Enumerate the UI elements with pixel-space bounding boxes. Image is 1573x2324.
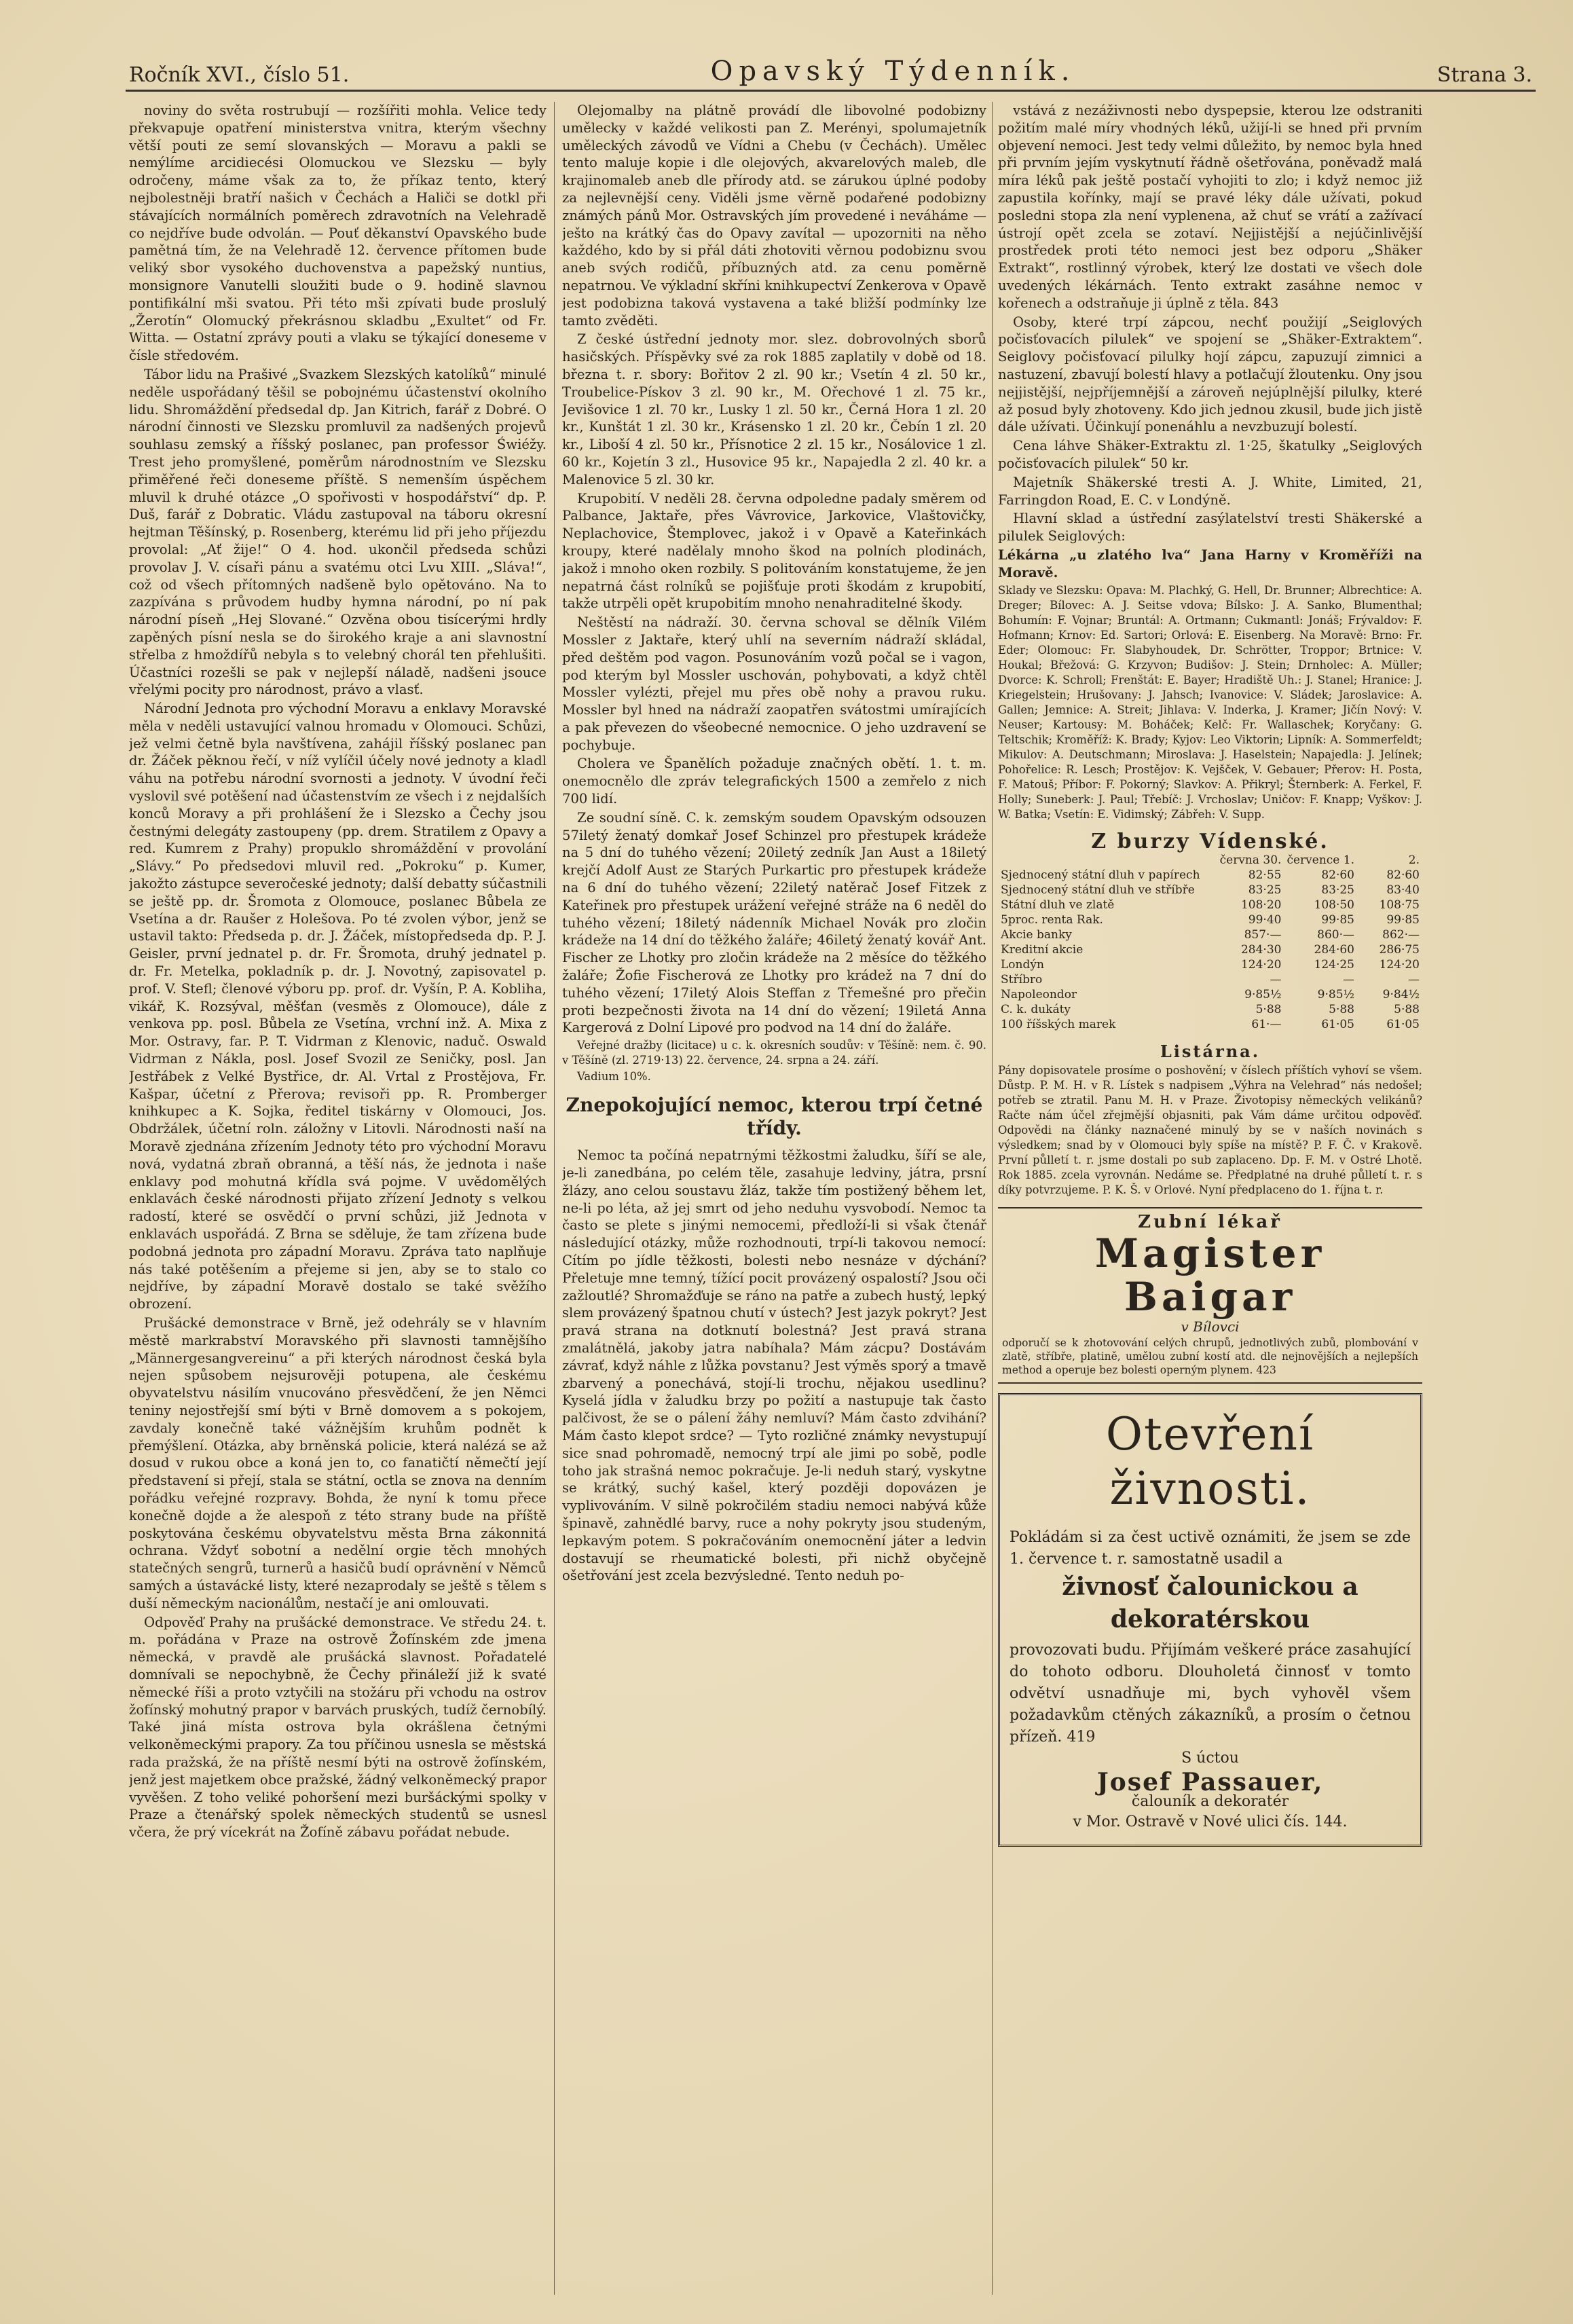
cell: 9·85½ xyxy=(1317,988,1354,1002)
row-label: 100 říšských marek xyxy=(1001,1018,1116,1032)
cell: 108·20 xyxy=(1240,898,1282,912)
cell: 108·50 xyxy=(1314,898,1354,912)
cell: — xyxy=(1270,973,1282,987)
cell: 860·— xyxy=(1317,928,1354,942)
row-label: Londýn xyxy=(1001,958,1044,972)
cell: 61·05 xyxy=(1386,1018,1420,1032)
header-rule xyxy=(126,90,1536,92)
column-1 xyxy=(129,102,547,2295)
auction-notice: Veřejné dražby (licitace) u c. k. okresních soudův: v Těšíně: nem. č. 90. v Těšíně (zl. 2719·13) 22. července, 24. srpna a 24. září. xyxy=(562,1039,986,1067)
ad-signature: Josef Passauer, xyxy=(1096,1767,1324,1796)
column-header: července 1. xyxy=(1287,853,1354,868)
cell: — xyxy=(1343,973,1354,987)
column-header: června 30. xyxy=(1219,853,1282,868)
auction-deposit: Vadium 10%. xyxy=(577,1070,651,1084)
cell: 108·75 xyxy=(1379,898,1420,912)
listarna-title: Listárna. xyxy=(1160,1041,1261,1062)
article: Cholera ve Španělích požaduje značných obětí. 1. t. m. onemocnělo dle zpráv telegrafických 1500 a zemřelo z nich 700 lidí. xyxy=(562,756,986,807)
article: Olejomalby na plátně provádí dle libovolné podobizny umělecky v každé velikosti pan Z. Merényi, spolumajetník uměleckých závodů ve Vídni a Chebu (v Čechách). Umělec tento maluje kopie i dle olejových, akvarelových maleb, dle krajinomaleb aneb dle přírody atd. se zárukou úplné podoby za nejlevnější ceny. Viděli jsme věrně podařené podobizny známých pánů Mor. Ostravských jím provedené i neváháme — ješto na krátký čas do Opavy zavítal — upozorniti na něho každého, kdo by si přál dáti zhotoviti věrnou podobiznu svou aneb svých rodičů, příbuzných atd. za cenu poměrně nepatrnou. Ve výkladní skříni knihkupectví Zenkerova v Opavě jest podobizna taková vystavena a také bližší podmínky lze tamto zvěděti. xyxy=(562,103,986,329)
table-row xyxy=(998,1002,1422,1017)
ad-trade: živnosť čalounickou a dekoratérskou xyxy=(1062,1572,1358,1634)
article: Neštěstí na nádraží. 30. června schoval se dělník Vilém Mossler z Jaktaře, který uhlí na severním nádraží skládal, před deštěm pod vagon. Posunováním vozů počal se i vagon, pod kterým byl Mossler uschován, pohybovati, a když chtěl Mossler vylézti, přejel mu přes obě nohy a pravou ruku. Mossler byl hned na nádraží zaopatřen svátostmi umírajících a pak převezen do všeobecné nemocnice. O jeho uzdravení se pochybuje. xyxy=(562,614,986,753)
table-header-row xyxy=(998,853,1422,868)
row-label: Státní dluh ve zlatě xyxy=(1001,898,1115,912)
page-header xyxy=(129,46,1532,87)
table-row xyxy=(998,883,1422,898)
article: Tábor lidu na Prašivé „Svazkem Slezských katolíků“ minulé neděle uspořádaný těšil se pobojnému účastenství okolního lidu. Shromáždění předsedal dp. Jan Kitrich, farář z Dobré. O národní činnosti ve Slezsku promluvil za nadšených projevů souhlasu zemský a říšský poslanec, pan professor Świéžy. Trest jeho promyšlené, poměrům národnostním ve Slezsku přiměřené řeči doneseme příště. S nemenším úspěchem mluvil k druhé otázce „O spořivosti v hospodářství“ dp. P. Duš, farář z Dobratic. Vládu zastupoval na táboru okresní hejtman Těšínský, p. Rosenberg, kterému lid při jeho příjezdu provolal: „Ať žije!“ O 4. hod. ukončil předseda schůzi provolav J. V. císaři pánu a svatému otci Lvu XIII. „Sláva!“, což od všech přítomných nadšeně bylo opětováno. Na to zazpívána s průvodem hudby hymna národní, po ní pak národní píseň „Hej Slované.“ Ozvěna obou tisícerými hrdly zapěných písní nesla se do širokého kraje a ani slavnostní střelba z hmoždířů nebyla s to velebný chorál ten přehlušiti. Účastníci rozešli se pak v nejlepší náladě, nadšeni jsouce vřelými pocity pro národnost, právo a vlasť. xyxy=(129,366,547,698)
article: Ze soudní síně. C. k. zemským soudem Opavským odsouzen 57iletý ženatý domkař Josef Schinzel pro přestupek krádeže na 5 dní do tuhého vězení; 20iletý zedník Jan Aust a 18iletý krejčí Adolf Aust ze Starých Purkartic pro přestupek krádeže na 6 dní do tuhého vězení; 22iletý natěrač Josef Fitzek z Kateřinek pro přestupek urážení veřejné stráže na 6 neděl do tuhého vězení; 18iletý nádenník Michael Novák pro zločin krádeže na 14 dní do těžkého žaláře; 46iletý ženatý kovář Ant. Fischer ze Lhotky pro zločin krádeže na 2 měsíce do těžkého žaláře; Žofie Fischerová ze Lhotky pro krádež na 7 dní do tuhého vězení; 17iletý Alois Steffan z Třemešné pro přečin proti bezpečnosti života na 14 dní do vězení; 19iletá Anna Kargerová z Dolní Lipové pro podvod na 14 dní do žaláře. xyxy=(562,809,986,1036)
ad-body: provozovati budu. Přijímám veškeré práce zasahující do tohoto odboru. Dlouholetá činnosť v tomto odvětví usnadňuje mi, bych vyhověl všem požadavkům ctěných zákazníků, a prosím o četnou přízeň. 419 xyxy=(1010,1641,1411,1746)
cell: 83·40 xyxy=(1386,883,1420,898)
cell: 83·25 xyxy=(1321,883,1354,898)
table-row xyxy=(998,898,1422,912)
table-row xyxy=(998,972,1422,987)
article: Odpověď Prahy na prušácké demonstrace. Ve středu 24. t. m. pořádána v Praze na ostrově Žofínském zde jmena německá, v pravdě ale prušácká slavnost. Pořadatelé domnívali se nepochybně, že Čechy přináleží již k svaté německé říši a proto vztyčili na stožáru při vchodu na ostrov žofínský mohutný prapor v barvách pruských, tudíž černobílý. Také jiná místa ostrova byla okrášlena četnými velkoněmeckými prapory. Za tou příčinou usnesla se městská rada pražská, že na příště nesmí býti na ostrově žofínském, jenž jest majetkem obce pražské, žádný velkoněmecký prapor vyvěšen. Z toho veliké pohoršení mezi buršáckými spolky v Praze a čtenářský spolek německých studentů se usnesl včera, že prý vícekrát na Žofíně zábavu pořádat nebude. xyxy=(129,1614,547,1841)
row-label: Kreditní akcie xyxy=(1001,943,1084,957)
article: Z české ústřední jednoty mor. slez. dobrovolných sborů hasičských. Příspěvky své za rok 1885 zaplatily v době od 18. března t. r. sbory: Bořitov 2 zl. 90 kr.; Vsetín 4 zl. 50 kr., Troubelice-Pískov 3 zl. 90 kr., M. Ořechové 1 zl. 75 kr., Jevišovice 1 zl. 70 kr., Lusky 1 zl. 50 kr., Černá Hora 1 zl. 20 kr., Kunštát 1 zl. 30 kr., Krásensko 1 zl. 20 kr., Čebín 1 zl. 20 kr., Liboší 4 zl. 50 kr., Přísnotice 2 zl. 15 kr., Nosálovice 1 zl. 60 kr., Kojetín 3 zl., Husovice 95 kr., Napajedla 2 zl. 40 kr. a Malenovice 5 zl. 30 kr. xyxy=(562,331,986,487)
column-3 xyxy=(998,102,1422,2295)
cell: 99·85 xyxy=(1321,913,1354,927)
article: noviny do světa rostrubují — rozšířiti mohla. Velice tedy překvapuje opatření ministerstva vnitra, kterým všechny větší pouti ze semí slovanských — Moravu a pakli se nemýlíme arcidiecési Olomuckou ve Slezsku — byly odročeny, máme však za to, že příkaz tento, který nejbolestněji bratří našich v Čechách a Haliči se dotkl při stávajících normálních poměrech zdravotních na Velehradě co nejdříve bude odvolán. — Pouť děkanství Opavského bude pamětná tím, že na Velehradě 12. července přítomen bude veliký sbor vysokého duchovenstva a papežský nuntius, monsignore Vanutelli sloužiti bude o 9. hodině slavnou pontifikální mši svatou. Při této mši zpívati bude proslulý „Žerotín“ Olomucký překrásnou skladbu „Exultet“ od Fr. Witta. — Ostatní zprávy pouti a vlaku se týkající doneseme v čísle středovém. xyxy=(129,103,547,364)
table-row xyxy=(998,868,1422,883)
row-label: Sjednocený státní dluh ve stříbře xyxy=(1001,883,1195,898)
cell: 286·75 xyxy=(1379,943,1420,957)
row-label: Sjednocený státní dluh v papírech xyxy=(1001,868,1200,883)
cell: 284·60 xyxy=(1314,943,1354,957)
cell: 5·88 xyxy=(1329,1003,1354,1017)
table-row xyxy=(998,1017,1422,1032)
ad-closing: S úctou xyxy=(1181,1749,1239,1767)
article: Prušácké demonstrace v Brně, jež odehrály se v hlavním městě markrabství Moravského při slavnosti tamnějšího „Männergesangvereinu“ a při kterých národnost česká byla nejen spůsobem nejsurověji potupena, ale českému obyvatelstvu násilím vnucováno přesvědčení, že jen Němci teniny nejostřejší smí býti v Brně domovem a s pokojem, zavdaly konečně také vážnějším kruhům podnět k přemýšlení. Otázka, aby brněnská policie, která nalézá se až dosud v rukou obce a koná jen to, co fanatičtí němečtí její představení si přejí, stala se státní, octla se znova na denním pořádku veřejné rozpravy. Bohda, že nyní k tomu přece konečně dojde a že alespoň z této strany bude na příště poskytována českému obyvatelstvu města Brna zákonnitá ochrana. Vždyť sobotní a nedělní orgie těch mnohých statečných sengrů, turnerů a hasičů budí oprávnění v Němců samých a ústavácké listy, které nezaprodaly se ještě s tělem s duší německým nacionálům, nestačí je ani omlouvati. xyxy=(129,1314,547,1611)
cell: 124·25 xyxy=(1314,958,1354,972)
cell: 9·85½ xyxy=(1244,988,1282,1002)
table-row xyxy=(998,912,1422,927)
newspaper-title: Opavský Týdenník. xyxy=(710,56,1076,87)
cell: 83·25 xyxy=(1248,883,1282,898)
depots-list: Sklady ve Slezsku: Opava: M. Plachký, G. Hell, Dr. Brunner; Albrechtice: A. Dreger; Bílovec: A. J. Seitse vdova; Bílsko: J. A. Sanko, Blumenthal; Bohumín: F. Vojnar; Bruntál: A. Ortmann; Cukmantl: Jonáš; Frývaldov: F. Hofmann; Krnov: Ed. Sartori; Orlová: E. Eisenberg. Na Moravě: Brno: Fr. Eder; Olomouc: Fr. Slabyhoudek, Dr. Schrötter, Troppor; Brtnice: V. Houkal; Břežová: G. Krzyvon; Budišov: J. Stein; Drnholec: A. Müller; Dvorce: K. Schroll; Frenštát: E. Bayer; Hradiště Uh.: J. Stanel; Hranice: J. Kriegelstein; Hrušovany: J. Jahsch; Ivanovice: V. Sládek; Jaroslavice: A. Gallen; Jemnice: A. Streit; Jihlava: V. Inderka, J. Kramer; Jičín Nový: V. Neuser; Kartousy: M. Boháček; Kelč: Fr. Wallaschek; Koryčany: G. Teltschik; Kroměříž: K. Brady; Kyjov: Leo Viktorin; Lipník: A. Sommerfeldt; Mikulov: A. Deutschmann; Miroslava: J. Haselstein; Napajedla: J. Jelínek; Pohořelice: R. Lesch; Prostějov: K. Vejšček, V. Gebauer; Přerov: H. Posta, F. Matouš; Příbor: F. Pokorný; Slavkov: A. Přikryl; Šternberk: A. Ferkel, F. Holly; Suneberk: J. Paul; Třebíč: J. Vrchoslav; Uničov: F. Knapp; Vyškov: J. W. Batka; Vsetín: E. Vidimský; Zábřeh: V. Supp. xyxy=(998,583,1422,821)
cell: 862·— xyxy=(1382,928,1420,942)
business-advertisement xyxy=(998,1393,1422,1847)
table-row xyxy=(998,987,1422,1002)
ad-title: Otevření živnosti. xyxy=(1105,1407,1315,1515)
cell: 99·40 xyxy=(1248,913,1282,927)
page-number: Strana 3. xyxy=(1437,63,1532,87)
column-2 xyxy=(562,102,986,2295)
article: Nemoc ta počíná nepatrnými těžkostmi žaludku, šíří se ale, je-li zanedbána, po celém těle, zasahuje ledviny, játra, prsní žlázy, ano celou soustavu žláz, takže tím postižený během let, ne-li po léta, až jej smrt od jeho neduhu vysvobodí. Nemoc ta často se plete s jinými nemocemi, předloží-li si však čtenář následující otázky, může rozhodnouti, trpí-li takovou nemocí: Cítím po jídle těžkosti, bolesti nebo nesnáze v dýchání? Přeletuje mne temný, tížící pocit provázený ospalostí? Jsou oči zažloutlé? Shromažďuje se ráno na patře a zubech hustý, lepký slem provázený špatnou chutí v ústech? Jest jazyk pokryt? Jest pravá strana na dotknutí bolestná? Jest pravá strana zmalátnělá, jakoby jatra nabíhala? Mám zácpu? Dostávám závrať, když náhle z lůžka povstanu? Jest výměs sporý a tmavě zbarvený a ponechává, stojí-li trochu, nějakou usedlinu? Kyselá jídla v žaludku brzy po požití a nastupuje tak často palčivost, že se o pálení žáhy nemluví? Mám často zdvihání? Mám často klepot srdce? — Tyto rozličné známky nevystupují sice snad pohromadě, nemocný trpí ale jimi po sobě, podle toho jak strašná nemoc pokračuje. Je-li neduh starý, vyskytne se krátký, suchý kašel, který později dopovázen je vyplivováním. V silně pokročilém stadiu nemoci nabývá kůže špinavě, zahnědlé barvy, ruce a nohy pokryty jsou studeným, lepkavým potem. S pokračováním onemocnění játer a ledvin dostavují se rheumatické bolesti, při nichž obyčejně ošetřování jest zcela bezvýsledné. Tento neduh po- xyxy=(562,1147,986,1584)
article: vstává z nezáživnosti nebo dyspepsie, kterou lze odstraniti požitím malé míry vhodných léků, užijí-li se hned při prvním objevení nemoci. Jest tedy velmi důležito, by nemoc byla hned při prvním jejím vyskytnutí řádně ošetřována, poněvadž malá míra léků pak ještě postačí vyhojiti to zlo; i když nemoc již zapustila kořínky, mají se pravé léky dále užívati, pokud posledni stopa zla není vyplenena, až chuť se vrátí a zažívací ústrojí opět zcela se zotaví. Nejjistější a nejúčinlivější prostředek proti této nemoci jest bez odporu „Shäker Extrakt“, rostlinný výrobek, který lze dostati ve všech dole uvedených lékárnách. Tento extrakt zasáhne nemoc v kořenech a odstraňuje ji úplně z těla. 843 xyxy=(998,103,1422,311)
cell: 82·55 xyxy=(1248,868,1282,883)
cell: 99·85 xyxy=(1386,913,1420,927)
issue-number: Ročník XVI., číslo 51. xyxy=(129,63,350,87)
cell: 5·88 xyxy=(1255,1003,1282,1017)
pharmacy-line: Lékárna „u zlatého lva“ Jana Harny v Kroměříži na Moravě. xyxy=(998,547,1422,580)
article: Majetník Shäkerské tresti A. J. White, Limited, 21, Farringdon Road, E. C. v Londýně. xyxy=(998,474,1422,508)
section-title: Znepokojující nemoc, kterou trpí četné třídy. xyxy=(566,1094,983,1140)
ad-intro: Pokládám si za čest uctivě oznámiti, že jsem se zde 1. července t. r. samostatně usadil a xyxy=(1010,1528,1411,1568)
cell: 857·— xyxy=(1244,928,1282,942)
row-label: Stříbro xyxy=(1001,973,1043,987)
ad-name: Magister Baigar xyxy=(1094,1230,1326,1320)
cell: — xyxy=(1408,973,1420,987)
cell: 61·05 xyxy=(1321,1018,1354,1032)
table-row xyxy=(998,942,1422,957)
cell: 82·60 xyxy=(1321,868,1354,883)
cell: 124·20 xyxy=(1240,958,1282,972)
article: Cena láhve Shäker-Extraktu zl. 1·25, škatulky „Seiglových počisťovacích pilulek“ 50 kr. xyxy=(998,438,1422,471)
article: Hlavní sklad a ústřední zasýlatelství tresti Shäkerské a pilulek Seiglových: xyxy=(998,511,1422,545)
cell: 61·— xyxy=(1251,1018,1282,1032)
row-label: Akcie banky xyxy=(1001,928,1072,942)
table-row xyxy=(998,927,1422,942)
cell: 5·88 xyxy=(1394,1003,1420,1017)
exchange-title: Z burzy Vídenské. xyxy=(1091,829,1329,853)
article: Osoby, které trpí zápcou, nechť použijí „Seiglových počisťovacích pilulek“ ve spojení se „Shäker-Extraktem“. Seiglovy počisťovací pilulky hojí zápcu, zapuzují zimnici a nastuzení, zbavují bolestí hlavy a potlačují žloutenku. Ony jsou nejjistější, nejpříjemnější a zároveň nejúplnější pilulky, které až posud byly zhotoveny. Kdo jich jednou zkusil, bude jich jistě dále užívati. Účinkují ponenáhlu a nevzbuzují bolestí. xyxy=(998,314,1422,435)
article: Krupobití. V neděli 28. června odpoledne padaly směrem od Palbance, Jaktaře, přes Vávrovice, Jarkovice, Vlaštovičky, Neplachovice, Štemplovec, jakož i v Opavě a Kateřinkách kroupy, které nadělaly mnoho škod na polních plodinách, jakož i mnoho oken rozbily. S politováním konstatujeme, že jen nepatrná část rolníků se pojišťuje proti škodám z krupobití, takže utrpěli opět krupobitím mnoho nenahraditelné škody. xyxy=(562,490,986,612)
column-divider xyxy=(992,102,993,2295)
row-label: 5proc. renta Rak. xyxy=(1001,913,1103,927)
ad-address: v Mor. Ostravě v Nové ulici čís. 144. xyxy=(1073,1813,1348,1830)
ad-place: v Bílovci xyxy=(1181,1318,1240,1335)
row-label: Napoleondor xyxy=(1001,988,1077,1002)
ad-heading: Zubní lékař xyxy=(1138,1212,1282,1233)
ad-text: odporučí se k zhotovování celých chrupů, jednotlivých zubů, plombování v zlatě, stříbře, platině, umělou zubní kostí atd. dle nejnovějších a nejlepších method a operuje bez bolesti operným plynem. 423 xyxy=(1002,1336,1418,1376)
column-divider xyxy=(554,102,555,2295)
cell: 284·30 xyxy=(1240,943,1282,957)
table-row xyxy=(998,957,1422,972)
row-label: C. k. dukáty xyxy=(1001,1003,1071,1017)
column-header: 2. xyxy=(1408,853,1420,868)
ad-role: čalouník a dekoratér xyxy=(1131,1792,1289,1810)
dentist-advertisement xyxy=(998,1207,1422,1384)
exchange-table xyxy=(998,853,1422,1032)
cell: 124·20 xyxy=(1379,958,1420,972)
cell: 9·84½ xyxy=(1382,988,1420,1002)
listarna-text: Pány dopisovatele prosíme o poshovění; v číslech příštích vyhoví se všem. Důstp. P. M. H. v R. Lístek s nadpisem „Výhra na Velehrad“ nás nedošel; potřeb se ztratil. Panu M. H. v Praze. Životopisy německých velikánů? Račte nám účel zřejmější objasniti, pak Vám dáme určitou odpověď. Odpovědi na články naznačené minulý by se v naších novinách s výsledkem; snad by v Olomouci byly spíše na místě? P. F. Č. v Krakově. První půlletí t. r. jsme dostali po sub zaplaceno. Dp. F. M. v Ostré Lhotě. Rok 1885. zcela vyrovnán. Nedáme se. Předplatné na druhé půlletí t. r. s díky potvrzujeme. P. K. Š. v Orlové. Nyní předplaceno do 1. října t. r. xyxy=(998,1064,1422,1197)
cell: 82·60 xyxy=(1386,868,1420,883)
article: Národní Jednota pro východní Moravu a enklavy Moravské měla v neděli ustavující valnou hromadu v Olomouci. Schůzi, jež velmi četně byla navštívena, zahájil říšský poslanec pan dr. Žáček pěknou řečí, v níž vylíčil účely nové jednoty a kladl váhu na potřebu národní svornosti a jednoty. V úvodní řeči vyslovil své potěšení nad účastenstvím ze všech i z nejdalších konců Moravy a při prohlášení že i Slezsko a Čechy jsou čestnými delegáty zastoupeny (pp. drem. Stratilem z Opavy a red. Kumrem z Prahy) propuklo shromáždění v provolání „Slávy.“ Po předsedovi mluvil red. „Pokroku“ p. Kumer, jakožto zástupce severočeské jednoty; další debatty súčastnili se ještě pp. dr. Šromota z Olomouce, poslanec Bůbela ze Vsetína a dr. Raušer z Holešova. Po té zvolen výbor, jenž se ustavil takto: Předseda p. dr. J. Žáček, místopředseda dp. P. J. Geisler, první jednatel p. dr. Fr. Šromota, druhý jednatel p. dr. Fr. Metelka, pokladník p. dr. J. Novotný, zapisovatel p. prof. V. Stefl; členové výboru pp. prof. dr. Vyšín, P. A. Kobliha, vikář, K. Rozsýval, měšťan (vesměs z Olomouce), dále z venkova pp. posl. Bůbela ze Vsetína, vrchní inž. A. Mixa z Mor. Ostravy, far. P. T. Vidrman z Klenovic, naduč. Oswald Vidrman z Nákla, posl. Josef Svozil ze Seničky, posl. Jan Jestřábek z Velké Bystřice, dr. Al. Vrtal z Prostějova, Fr. Kašpar, účetní z Přerova; revisoři pp. R. Promberger knihkupec a K. Sojka, ředitel tiskárny v Olomouci, Jos. Obdržálek, účetní roln. záložny v Litovli. Národnosti naší na Moravě zjednána zřízením Jednoty této pro východní Moravu nová, vydatná zbraň obranná, a těší nás, že jednota i naše enklavy pod mohutná křídla svá pojme. V uvědomělých enklavách české národnosti přijato zřízení Jednoty s velkou radostí, které se osvědčí o první schůzi, již Jednota v enklavách uspořádá. Z Brna se sděluje, že tam zřízena bude podobná jednota pro západní Moravu. Zpráva tato naplňuje nás také potěšením a přejeme si jen, aby se to stalo co nejdříve, by západní Moravě dostalo se také svěžího obrození. xyxy=(129,701,547,1312)
